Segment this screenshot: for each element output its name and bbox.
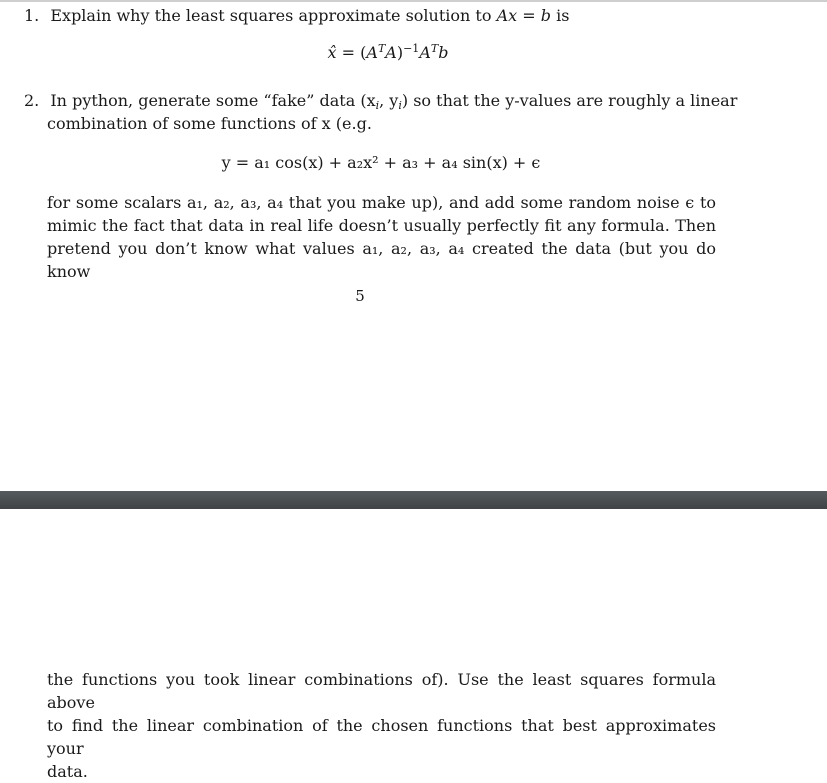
page-separator	[0, 491, 827, 509]
item-2-para-line-1: for some scalars a₁, a₂, a₃, a₄ that you make up), and add some random noise ϵ to	[47, 193, 716, 212]
item-2-para-line-3: pretend you don’t know what values a₁, a₂, a₃, a₄ created the data (but you do know	[47, 239, 716, 281]
item-2-line-1	[24, 90, 737, 112]
item-2-line-1-text: In python, generate some “fake” data (x	[50, 91, 376, 110]
formula-xhat: x̂	[327, 43, 337, 62]
next-page-paragraph	[47, 668, 716, 783]
item-1-eq-eq: =	[517, 6, 541, 25]
item-1-number: 1.	[24, 6, 40, 25]
page-top-border	[0, 0, 827, 2]
item-2-sub-i2: i	[398, 99, 402, 112]
item-2-line-1-mid: , y	[379, 91, 399, 110]
formula-a2: A	[385, 43, 397, 62]
formula-a1: A	[366, 43, 378, 62]
item-1-eq-b: b	[540, 6, 551, 25]
formula-a3: A	[419, 43, 431, 62]
next-page-line-1: the functions you took linear combinations of). Use the least squares formula above	[47, 670, 716, 712]
formula-t1: T	[377, 42, 386, 55]
formula-close: )	[396, 43, 404, 62]
item-2-line-1-end: ) so that the y-values are roughly a linear	[401, 91, 738, 110]
item-2-paragraph	[47, 191, 716, 283]
formula-t2: T	[430, 42, 439, 55]
item-2-equation: y = a₁ cos(x) + a₂x² + a₃ + a₄ sin(x) + ϵ	[221, 153, 541, 172]
item-1-line	[24, 5, 569, 27]
formula-eq-open: = (	[336, 43, 367, 62]
least-squares-formula	[0, 42, 776, 64]
page-number: 5	[355, 287, 365, 305]
formula-inverse: −1	[403, 42, 420, 55]
item-2-line-2: combination of some functions of x (e.g.	[47, 114, 372, 133]
item-1-text: Explain why the least squares approximate solution to	[50, 6, 492, 25]
item-2-para-line-2: mimic the fact that data in real life doesn’t usually perfectly fit any formula. Then	[47, 216, 716, 235]
item-1-text-end: is	[550, 6, 570, 25]
item-2-number: 2.	[24, 91, 40, 110]
next-page-line-3: data.	[47, 762, 88, 781]
formula-b: b	[438, 43, 449, 62]
item-2-sub-i1: i	[375, 99, 380, 112]
item-1-eq-a: Ax	[496, 6, 518, 25]
next-page-line-2: to find the linear combination of the chosen functions that best approximates your	[47, 716, 716, 758]
